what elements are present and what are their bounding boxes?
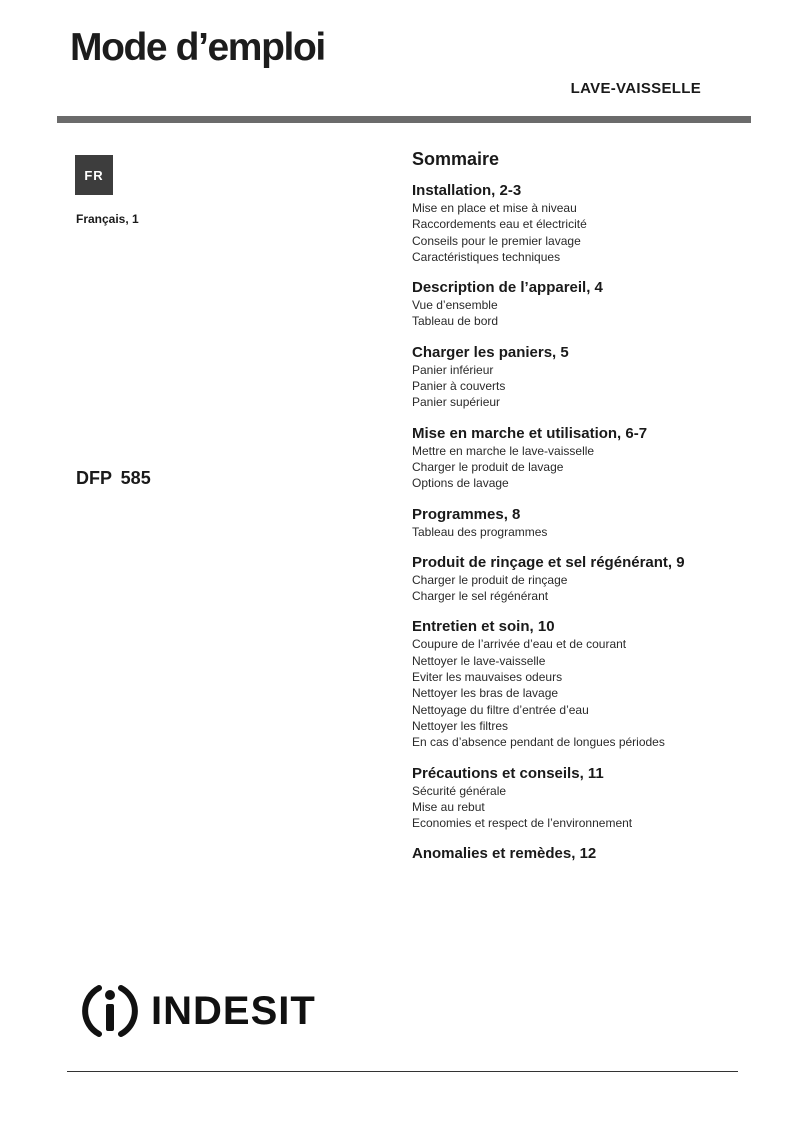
brand-name: INDESIT	[151, 989, 316, 1033]
language-page-ref: Français, 1	[76, 212, 139, 226]
toc-entry: Mise au rebut	[412, 799, 485, 814]
toc-entry: Mettre en marche le lave-vaisselle	[412, 443, 595, 458]
toc-sections	[412, 181, 752, 863]
toc-entry: Charger le sel régénérant	[412, 589, 549, 604]
toc-entry: Coupure de l’arrivée d’eau et de courant	[412, 637, 627, 652]
brand-logo	[79, 980, 316, 1042]
toc-entry: Conseils pour le premier lavage	[412, 233, 581, 248]
footer-divider	[67, 1071, 738, 1072]
toc-section-title: Produit de rinçage et sel régénérant, 9	[412, 553, 685, 571]
indesit-logo-icon	[79, 980, 141, 1042]
toc-section-title: Entretien et soin, 10	[412, 618, 555, 636]
toc-entry: Raccordements eau et électricité	[412, 217, 587, 232]
toc-section	[412, 343, 752, 411]
toc-entry: Mise en place et mise à niveau	[412, 201, 577, 215]
toc-section-title: Mise en marche et utilisation, 6-7	[412, 424, 648, 442]
toc-entry: Charger le produit de rinçage	[412, 572, 568, 587]
toc-entry: Panier inférieur	[412, 362, 494, 377]
toc-section	[412, 278, 752, 330]
toc-section-title: Programmes, 8	[412, 505, 521, 523]
toc-entry: Nettoyage du filtre d’entrée d’eau	[412, 702, 589, 717]
toc-section	[412, 181, 752, 265]
toc-entry: Nettoyer les bras de lavage	[412, 686, 559, 701]
toc-entry: Panier à couverts	[412, 379, 506, 394]
toc-section	[412, 844, 752, 863]
toc-section	[412, 424, 752, 492]
toc-entry: Nettoyer le lave-vaisselle	[412, 653, 546, 668]
toc-entry: Options de lavage	[412, 476, 509, 491]
toc-section-title: Charger les paniers, 5	[412, 343, 569, 361]
toc-section	[412, 505, 752, 540]
toc-heading: Sommaire	[412, 149, 500, 169]
toc-section-title: Description de l’appareil, 4	[412, 279, 603, 297]
toc-section-title: Anomalies et remèdes, 12	[412, 845, 597, 863]
toc-section	[412, 553, 752, 605]
header-divider	[57, 116, 751, 123]
page-title: Mode d’emploi	[70, 26, 325, 69]
product-type: LAVE-VAISSELLE	[570, 80, 701, 97]
toc-entry: Eviter les mauvaises odeurs	[412, 670, 563, 685]
toc-entry: Tableau des programmes	[412, 524, 548, 539]
language-badge: FR	[75, 155, 113, 195]
toc-section-title: Installation, 2-3	[412, 182, 522, 199]
table-of-contents	[412, 148, 752, 876]
toc-entry: Charger le produit de lavage	[412, 459, 564, 474]
toc-section	[412, 764, 752, 832]
toc-entry: Panier supérieur	[412, 395, 501, 410]
toc-entry: Caractéristiques techniques	[412, 249, 561, 264]
toc-section	[412, 617, 752, 750]
toc-entry: Economies et respect de l’environnement	[412, 816, 633, 831]
toc-entry: Sécurité générale	[412, 783, 507, 798]
toc-entry: Nettoyer les filtres	[412, 718, 509, 733]
toc-entry: Tableau de bord	[412, 314, 499, 329]
toc-section-title: Précautions et conseils, 11	[412, 764, 604, 782]
toc-entry: En cas d’absence pendant de longues périodes	[412, 735, 665, 750]
toc-entry: Vue d’ensemble	[412, 298, 498, 313]
model-number: DFP 585	[76, 468, 151, 488]
